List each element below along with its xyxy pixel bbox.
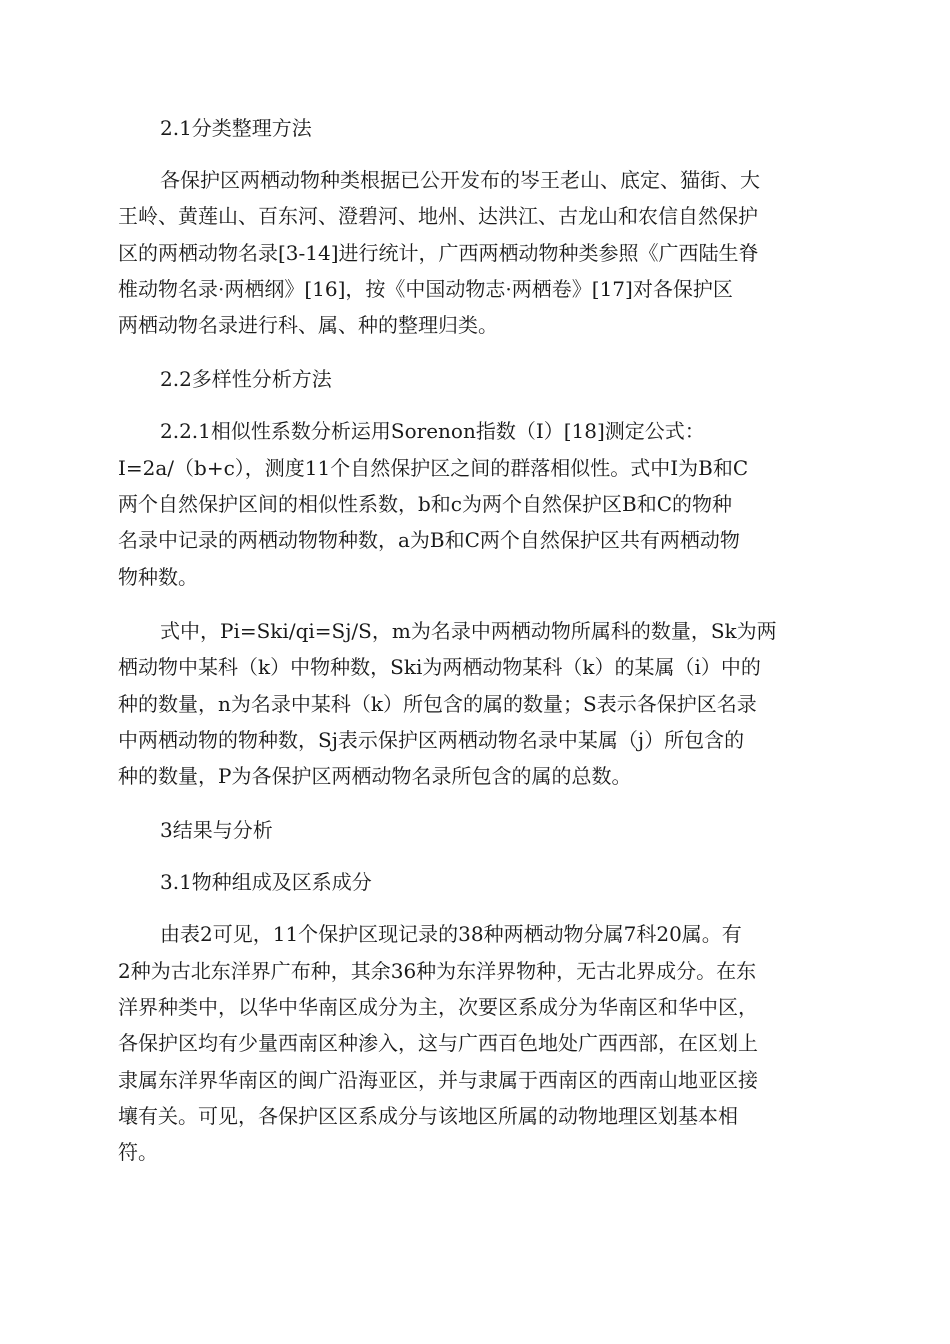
text-line: 隶属东洋界华南区的闽广沿海亚区，并与隶属于西南区的西南山地亚区接 xyxy=(118,1067,758,1092)
text-line: 2.2.1相似性系数分析运用Sorenon指数（I）[18]测定公式： xyxy=(160,419,705,444)
text-line: 由表2可见，11个保护区现记录的38种两栖动物分属7科20属。有 xyxy=(160,922,742,947)
paragraph-formula-definitions xyxy=(118,613,832,794)
text-line: 壤有关。可见，各保护区区系成分与该地区所属的动物地理区划基本相 xyxy=(118,1103,738,1128)
section-heading-3: 3结果与分析 xyxy=(160,818,273,843)
text-line: 椎动物名录·两栖纲》[16]，按《中国动物志·两栖卷》[17]对各保护区 xyxy=(118,276,733,301)
text-line: 种的数量，P为各保护区两栖动物名录所包含的属的总数。 xyxy=(118,764,632,789)
section-heading-2-1: 2.1分类整理方法 xyxy=(160,116,312,140)
text-line: 洋界种类中，以华中华南区成分为主，次要区系成分为华南区和华中区， xyxy=(118,995,758,1020)
text-line: 王岭、黄莲山、百东河、澄碧河、地州、达洪江、古龙山和农信自然保护 xyxy=(118,204,758,229)
text-line: 两栖动物名录进行科、属、种的整理归类。 xyxy=(118,313,498,338)
text-line: 种的数量，n为名录中某科（k）所包含的属的数量；S表示各保护区名录 xyxy=(118,691,757,716)
paragraph-similarity-coefficient xyxy=(118,413,832,594)
text-line: I=2a/（b+c），测度11个自然保护区之间的群落相似性。式中I为B和C xyxy=(118,455,749,480)
text-line: 符。 xyxy=(118,1140,158,1165)
text-line: 各保护区两栖动物种类根据已公开发布的岑王老山、底定、猫街、大 xyxy=(160,168,760,192)
section-heading-3-1: 3.1物种组成及区系成分 xyxy=(160,870,372,895)
text-line: 两个自然保护区间的相似性系数，b和c为两个自然保护区B和C的物种 xyxy=(118,492,733,517)
text-line: 区的两栖动物名录[3-14]进行统计，广西两栖动物种类参照《广西陆生脊 xyxy=(118,240,759,265)
text-line: 中两栖动物的物种数，Sj表示保护区两栖动物名录中某属（j）所包含的 xyxy=(118,727,745,752)
text-line: 式中，Pi=Ski/qi=Sj/S，m为名录中两栖动物所属科的数量，Sk为两 xyxy=(160,618,777,643)
text-line: 名录中记录的两栖动物物种数，a为B和C两个自然保护区共有两栖动物 xyxy=(118,528,740,553)
text-line: 物种数。 xyxy=(118,564,198,589)
text-line: 各保护区均有少量西南区种渗入，这与广西百色地处广西西部，在区划上 xyxy=(118,1031,758,1056)
paragraph-classification-method xyxy=(118,162,832,343)
paragraph-species-composition xyxy=(118,916,832,1170)
text-line: 栖动物中某科（k）中物种数，Ski为两栖动物某科（k）的某属（i）中的 xyxy=(118,655,761,680)
text-line: 2种为古北东洋界广布种，其余36种为东洋界物种，无古北界成分。在东 xyxy=(118,958,757,983)
section-heading-2-2: 2.2多样性分析方法 xyxy=(160,367,332,392)
document-page xyxy=(118,110,832,1171)
